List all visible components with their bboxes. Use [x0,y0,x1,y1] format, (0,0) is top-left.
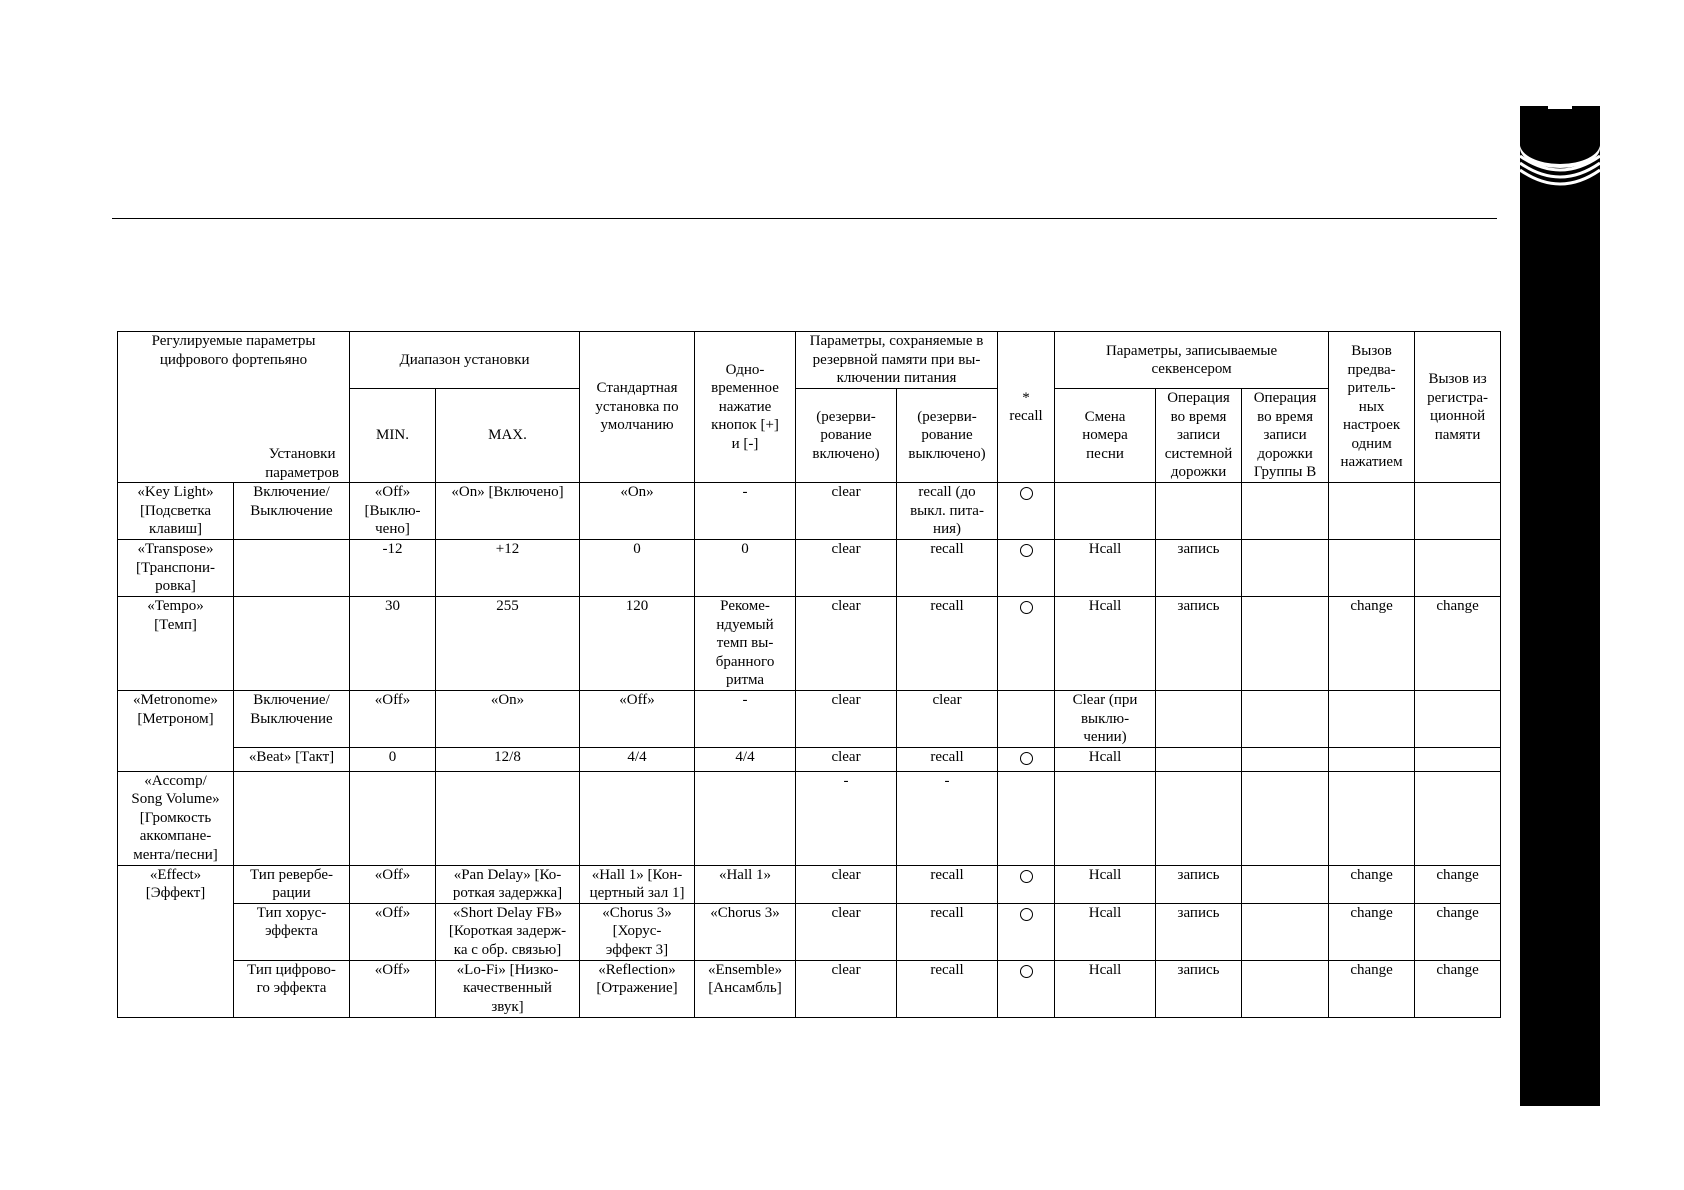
cell-backup-off: recall (до выкл. пита- ния) [897,483,998,540]
cell-setting: Включение/ Выключение [234,691,350,748]
cell-default [580,771,695,865]
cell-recall [998,771,1055,865]
recall-circle-icon [1020,965,1033,978]
cell-default: 0 [580,540,695,597]
table-row [118,748,1501,772]
cell-default: «Chorus 3» [Хорус- эффект 3] [580,903,695,960]
cell-group-b [1242,691,1329,748]
table-row [118,903,1501,960]
cell-song-change: Clear (при выклю- чении) [1055,691,1156,748]
cell-param: «Transpose» [Транспони- ровка] [118,540,234,597]
section-tab-emblem-icon [1520,106,1600,206]
cell-song-change [1055,483,1156,540]
cell-param: «Tempo» [Темп] [118,597,234,691]
cell-default: «On» [580,483,695,540]
cell-min: -12 [350,540,436,597]
cell-setting [234,597,350,691]
cell-one-touch [1329,691,1415,748]
header-backup-on: (резерви- рование включено) [796,389,897,483]
cell-backup-on: clear [796,483,897,540]
cell-simultaneous: 4/4 [695,748,796,772]
cell-song-change: Hcall [1055,903,1156,960]
cell-max: «On» [436,691,580,748]
cell-default: «Hall 1» [Кон- цертный зал 1] [580,865,695,903]
cell-one-touch [1329,483,1415,540]
cell-default: 120 [580,597,695,691]
recall-circle-icon [1020,487,1033,500]
cell-group-b [1242,748,1329,772]
cell-param: «Accomp/ Song Volume» [Громкость аккомпане- мента/песни] [118,771,234,865]
cell-param: «Metronome» [Метроном] [118,691,234,772]
cell-song-change: Hcall [1055,597,1156,691]
cell-group-b [1242,960,1329,1017]
cell-backup-on: clear [796,865,897,903]
cell-registration [1415,483,1501,540]
cell-system-track: запись [1156,865,1242,903]
cell-one-touch: change [1329,865,1415,903]
cell-system-track [1156,771,1242,865]
header-param: Регулируемые параметры цифрового фортепьяно [151,333,316,368]
cell-registration: change [1415,597,1501,691]
cell-backup-off: recall [897,903,998,960]
cell-backup-off: recall [897,540,998,597]
cell-recall [998,540,1055,597]
cell-system-track: запись [1156,960,1242,1017]
table-row [118,597,1501,691]
table-row [118,960,1501,1017]
cell-recall [998,691,1055,748]
cell-system-track: запись [1156,597,1242,691]
cell-backup-on: - [796,771,897,865]
cell-registration: change [1415,903,1501,960]
cell-setting: Тип цифрово- го эффекта [234,960,350,1017]
cell-min: 30 [350,597,436,691]
cell-setting [234,771,350,865]
cell-song-change: Hcall [1055,960,1156,1017]
cell-system-track: запись [1156,903,1242,960]
cell-default: 4/4 [580,748,695,772]
cell-one-touch: change [1329,597,1415,691]
cell-group-b [1242,597,1329,691]
cell-max: +12 [436,540,580,597]
cell-group-b [1242,903,1329,960]
cell-backup-on: clear [796,748,897,772]
cell-max: 255 [436,597,580,691]
recall-circle-icon [1020,752,1033,765]
cell-backup-off: recall [897,865,998,903]
cell-recall [998,597,1055,691]
cell-setting: Включение/ Выключение [234,483,350,540]
cell-simultaneous: - [695,691,796,748]
cell-group-b [1242,865,1329,903]
cell-group-b [1242,540,1329,597]
cell-min: «Off» [350,903,436,960]
cell-simultaneous: «Ensemble» [Ансамбль] [695,960,796,1017]
recall-circle-icon [1020,544,1033,557]
cell-simultaneous: 0 [695,540,796,597]
cell-recall [998,483,1055,540]
cell-backup-on: clear [796,960,897,1017]
header-group-b: Операция во время записи дорожки Группы В [1242,389,1329,483]
cell-param: «Key Light» [Подсветка клавиш] [118,483,234,540]
header-backup-off: (резерви- рование выключено) [897,389,998,483]
recall-circle-icon [1020,870,1033,883]
parameters-table [117,331,1501,1018]
cell-min: 0 [350,748,436,772]
cell-registration [1415,771,1501,865]
cell-recall [998,903,1055,960]
table-row [118,691,1501,748]
cell-setting [234,540,350,597]
cell-song-change: Hcall [1055,865,1156,903]
cell-backup-off: recall [897,597,998,691]
cell-min: «Off» [350,865,436,903]
table-row [118,540,1501,597]
cell-simultaneous: - [695,483,796,540]
cell-group-b [1242,483,1329,540]
cell-one-touch: change [1329,960,1415,1017]
cell-backup-off: - [897,771,998,865]
header-rule [112,218,1497,219]
cell-setting: «Beat» [Такт] [234,748,350,772]
cell-max [436,771,580,865]
cell-min: «Off» [Выклю- чено] [350,483,436,540]
cell-max: «Pan Delay» [Ко- роткая задержка] [436,865,580,903]
header-registration: Вызов из регистра- ционной памяти [1415,332,1501,483]
cell-param: «Effect» [Эффект] [118,865,234,1017]
header-recall: * recall [998,332,1055,483]
header-song-change: Смена номера песни [1055,389,1156,483]
cell-backup-off: clear [897,691,998,748]
header-backup: Параметры, сохраняемые в резервной памяти при вы- ключении питания [796,332,998,389]
section-side-tab [1520,106,1600,1106]
cell-backup-on: clear [796,903,897,960]
cell-one-touch: change [1329,903,1415,960]
cell-max: «Lo-Fi» [Низко- качественный звук] [436,960,580,1017]
cell-max: «Short Delay FB» [Короткая задерж- ка с обр. связью] [436,903,580,960]
header-sequencer: Параметры, записываемые секвенсером [1055,332,1329,389]
cell-system-track [1156,483,1242,540]
cell-default: «Reflection» [Отражение] [580,960,695,1017]
header-param-corner [118,332,350,483]
cell-registration [1415,748,1501,772]
cell-setting: Тип ревербе- рации [234,865,350,903]
header-one-touch: Вызов предва- ритель- ных настроек одним нажатием [1329,332,1415,483]
header-default: Стандартная установка по умолчанию [580,332,695,483]
header-max: MAX. [436,389,580,483]
cell-group-b [1242,771,1329,865]
cell-backup-on: clear [796,597,897,691]
cell-max: 12/8 [436,748,580,772]
cell-system-track [1156,691,1242,748]
cell-one-touch [1329,540,1415,597]
cell-simultaneous: «Hall 1» [695,865,796,903]
cell-registration [1415,540,1501,597]
header-simultaneous: Одно- временное нажатие кнопок [+] и [-] [695,332,796,483]
cell-simultaneous: «Chorus 3» [695,903,796,960]
cell-backup-on: clear [796,691,897,748]
cell-one-touch [1329,748,1415,772]
cell-default: «Off» [580,691,695,748]
cell-system-track [1156,748,1242,772]
cell-min: «Off» [350,691,436,748]
header-range: Диапазон установки [350,332,580,389]
table-row [118,483,1501,540]
table-row [118,771,1501,865]
header-setting: Установки параметров [265,446,340,481]
cell-registration [1415,691,1501,748]
cell-registration: change [1415,960,1501,1017]
header-min: MIN. [350,389,436,483]
cell-song-change [1055,771,1156,865]
cell-system-track: запись [1156,540,1242,597]
cell-min [350,771,436,865]
cell-simultaneous: Рекоме- ндуемый темп вы- бранного ритма [695,597,796,691]
recall-circle-icon [1020,908,1033,921]
cell-backup-off: recall [897,960,998,1017]
cell-recall [998,865,1055,903]
cell-backup-off: recall [897,748,998,772]
header-system-track: Операция во время записи системной дорожки [1156,389,1242,483]
cell-song-change: Hcall [1055,540,1156,597]
cell-max: «On» [Включено] [436,483,580,540]
cell-recall [998,960,1055,1017]
cell-backup-on: clear [796,540,897,597]
cell-song-change: Hcall [1055,748,1156,772]
cell-one-touch [1329,771,1415,865]
cell-simultaneous [695,771,796,865]
table-row [118,865,1501,903]
recall-circle-icon [1020,601,1033,614]
cell-registration: change [1415,865,1501,903]
cell-recall [998,748,1055,772]
cell-setting: Тип хорус- эффекта [234,903,350,960]
cell-min: «Off» [350,960,436,1017]
